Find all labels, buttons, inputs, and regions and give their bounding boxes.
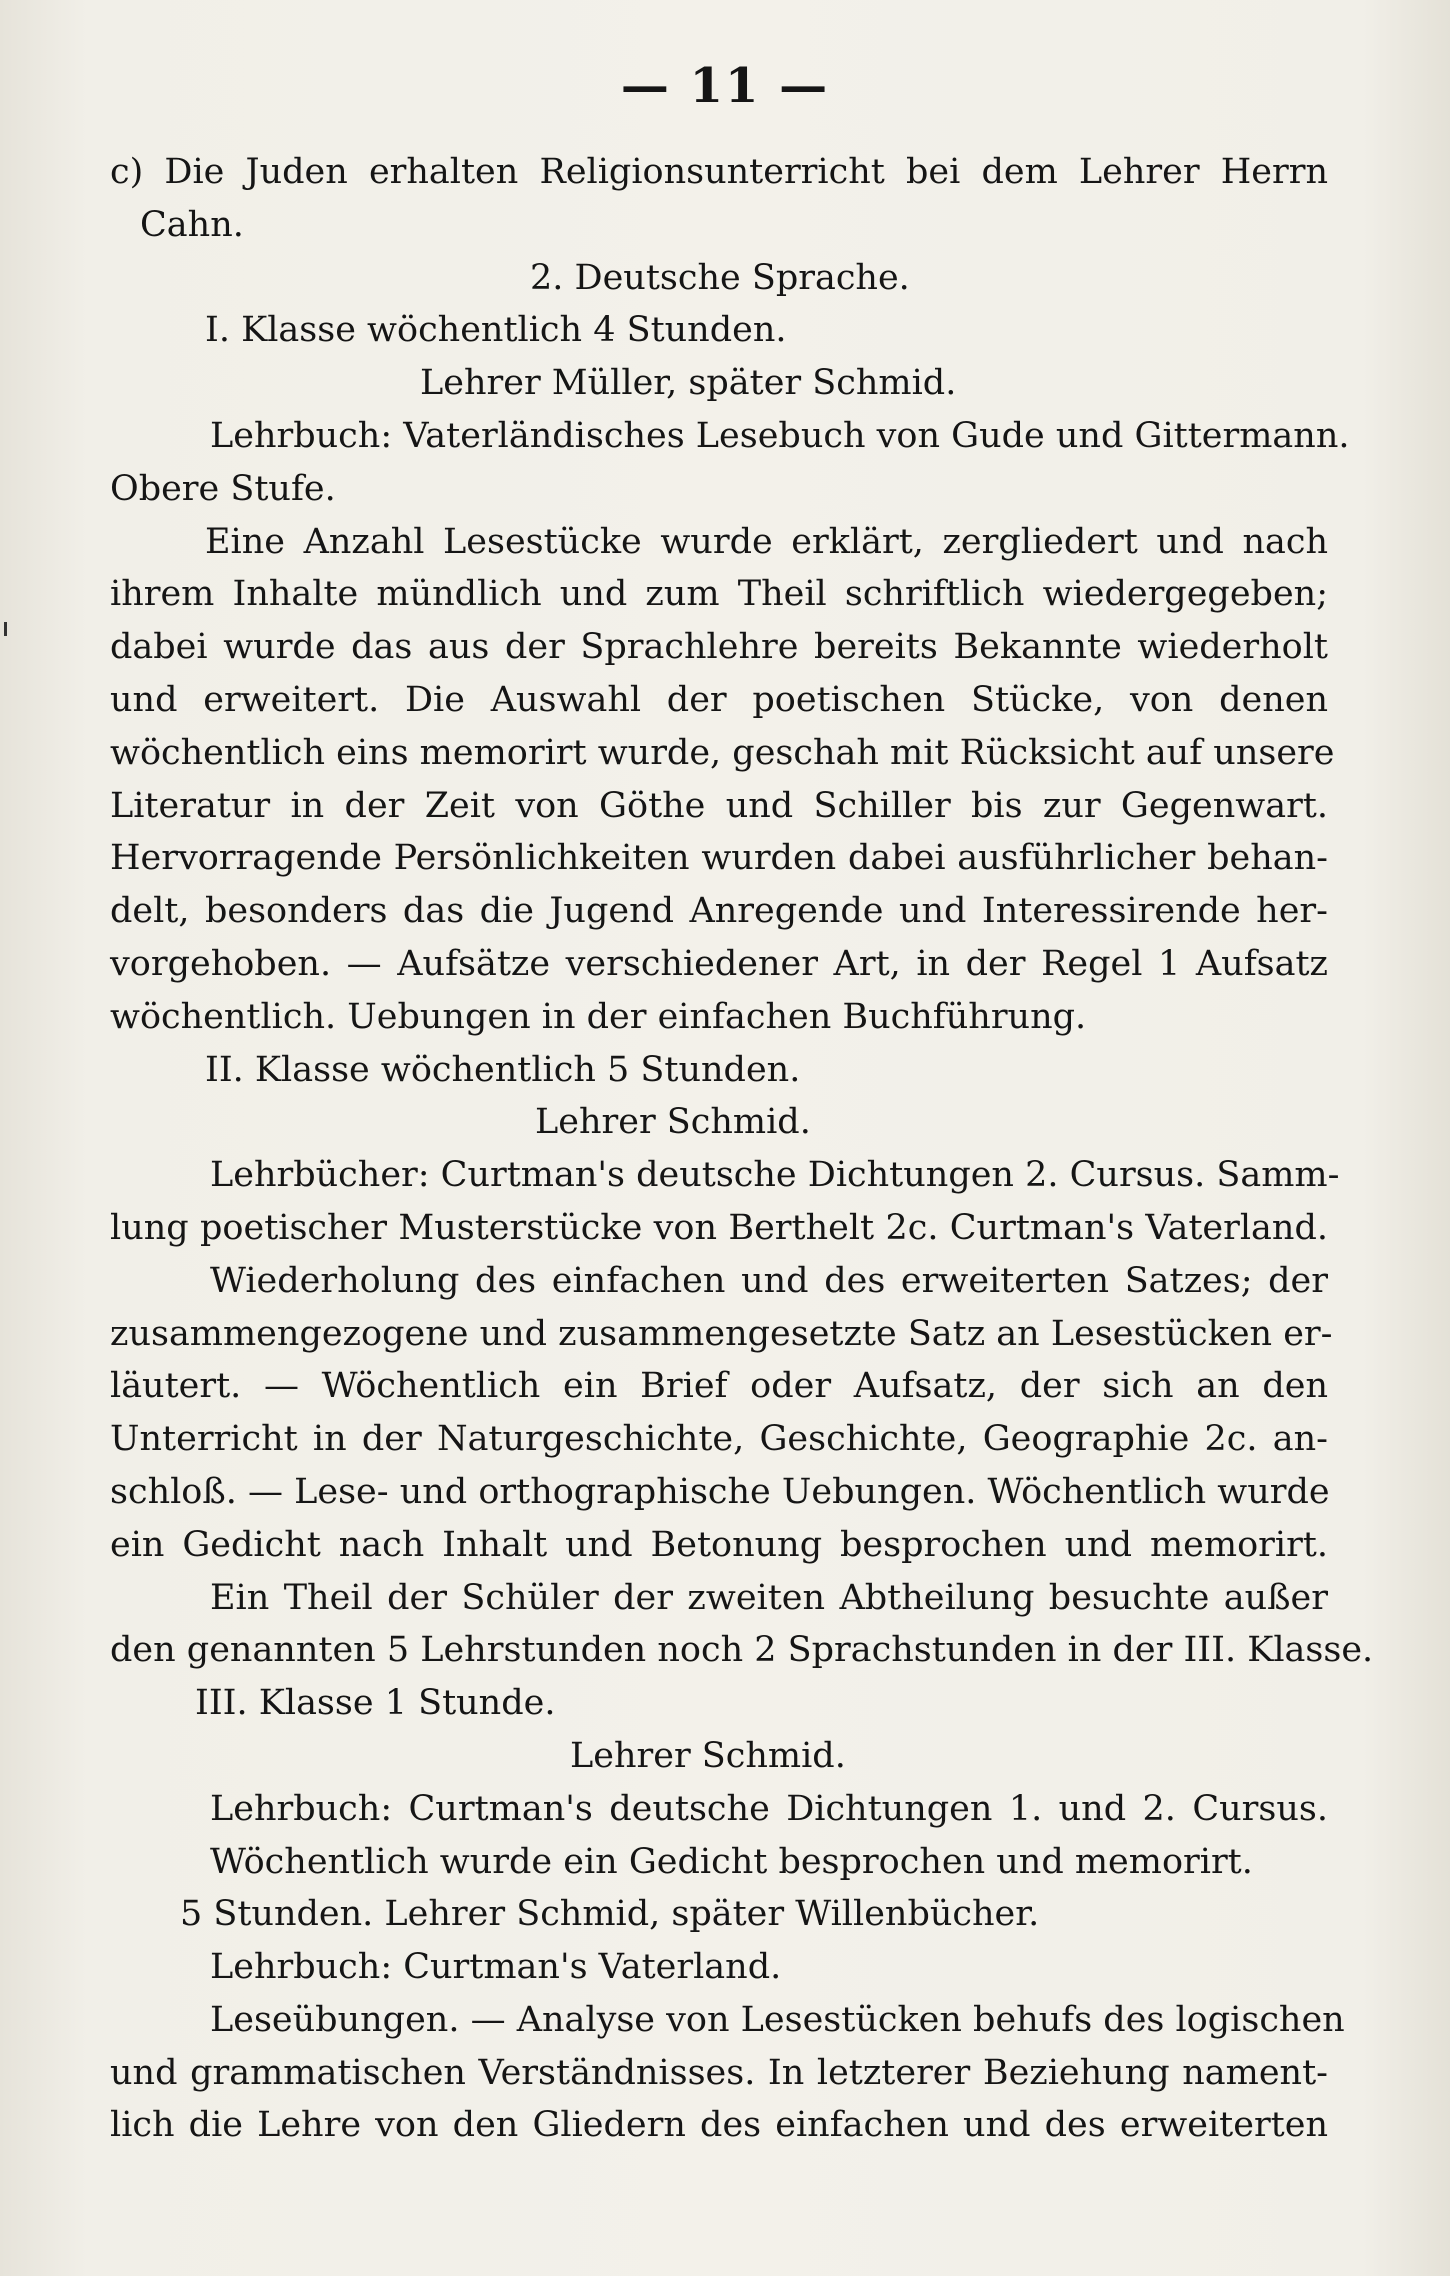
page-number: — 11 — [620, 58, 830, 114]
class-heading: III. Klasse 1 Stunde. [195, 1683, 556, 1724]
text-line: vorgehoben. — Aufsätze verschiedener Art, in der Regel 1 Aufsatz [110, 943, 1328, 984]
text-line: dabei wurde das aus der Sprachlehre bereits Bekannte wiederholt [110, 627, 1328, 668]
text-line: Unterricht in der Naturgeschichte, Geschichte, Geographie 2c. an- [110, 1419, 1328, 1460]
text-line: Leseübungen. — Analyse von Lesestücken behufs des logischen [210, 1999, 1345, 2040]
text-line: Hervorragende Persönlichkeiten wurden dabei ausführlicher behan- [110, 838, 1328, 879]
text-line: und erweitert. Die Auswahl der poetischen Stücke, von denen [110, 679, 1328, 720]
text-line: ein Gedicht nach Inhalt und Betonung besprochen und memorirt. [110, 1524, 1328, 1565]
text-line: ihrem Inhalte mündlich und zum Theil schriftlich wiedergegeben; [110, 574, 1328, 615]
text-line: Lehrbuch: Vaterländisches Lesebuch von Gude und Gittermann. [210, 415, 1350, 456]
text-line: Wiederholung des einfachen und des erweiterten Satzes; der [210, 1260, 1328, 1301]
teacher-line: Lehrer Müller, später Schmid. [420, 363, 957, 404]
text-line: Obere Stufe. [110, 468, 336, 509]
text-line: läutert. — Wöchentlich ein Brief oder Aufsatz, der sich an den [110, 1366, 1328, 1407]
text-line: lich die Lehre von den Gliedern des einfachen und des erweiterten [110, 2105, 1328, 2146]
text-line: Lehrbücher: Curtman's deutsche Dichtungen 2. Cursus. Samm- [210, 1155, 1340, 1196]
class-heading: I. Klasse wöchentlich 4 Stunden. [205, 310, 787, 351]
text-line: delt, besonders das die Jugend Anregende und Interessirende her- [110, 891, 1328, 932]
text-line: Cahn. [140, 204, 244, 245]
text-line: schloß. — Lese- und orthographische Uebungen. Wöchentlich wurde [110, 1471, 1330, 1512]
text-line: Ein Theil der Schüler der zweiten Abtheilung besuchte außer [210, 1577, 1328, 1618]
text-line: Lehrbuch: Curtman's deutsche Dichtungen 1. und 2. Cursus. [210, 1788, 1328, 1829]
text-line: Wöchentlich wurde ein Gedicht besprochen und memorirt. [210, 1841, 1253, 1882]
text-line: Literatur in der Zeit von Göthe und Schiller bis zur Gegenwart. [110, 785, 1328, 826]
text-line: den genannten 5 Lehrstunden noch 2 Sprachstunden in der III. Klasse. [110, 1630, 1374, 1671]
text-line: c) Die Juden erhalten Religionsunterricht bei dem Lehrer Herrn [110, 152, 1328, 192]
text-line: Lehrbuch: Curtman's Vaterland. [210, 1947, 782, 1988]
text-line: und grammatischen Verständnisses. In letzterer Beziehung nament- [110, 2052, 1328, 2093]
body-text [110, 146, 1374, 2152]
text-line: Eine Anzahl Lesestücke wurde erklärt, zergliedert und nach [205, 521, 1328, 562]
section-heading: 2. Deutsche Sprache. [530, 257, 910, 298]
text-line: zusammengezogene und zusammengesetzte Satz an Lesestücken er- [110, 1313, 1333, 1354]
teacher-line: Lehrer Schmid. [570, 1735, 846, 1776]
teacher-line: 5 Stunden. Lehrer Schmid, später Willenbücher. [180, 1894, 1040, 1935]
margin-mark [4, 622, 7, 636]
text-line: lung poetischer Musterstücke von Berthelt 2c. Curtman's Vaterland. [110, 1207, 1328, 1248]
text-line: wöchentlich. Uebungen in der einfachen Buchführung. [110, 996, 1087, 1037]
class-heading: II. Klasse wöchentlich 5 Stunden. [205, 1049, 801, 1090]
teacher-line: Lehrer Schmid. [535, 1102, 811, 1143]
text-line: wöchentlich eins memorirt wurde, geschah mit Rücksicht auf unsere [110, 732, 1335, 773]
